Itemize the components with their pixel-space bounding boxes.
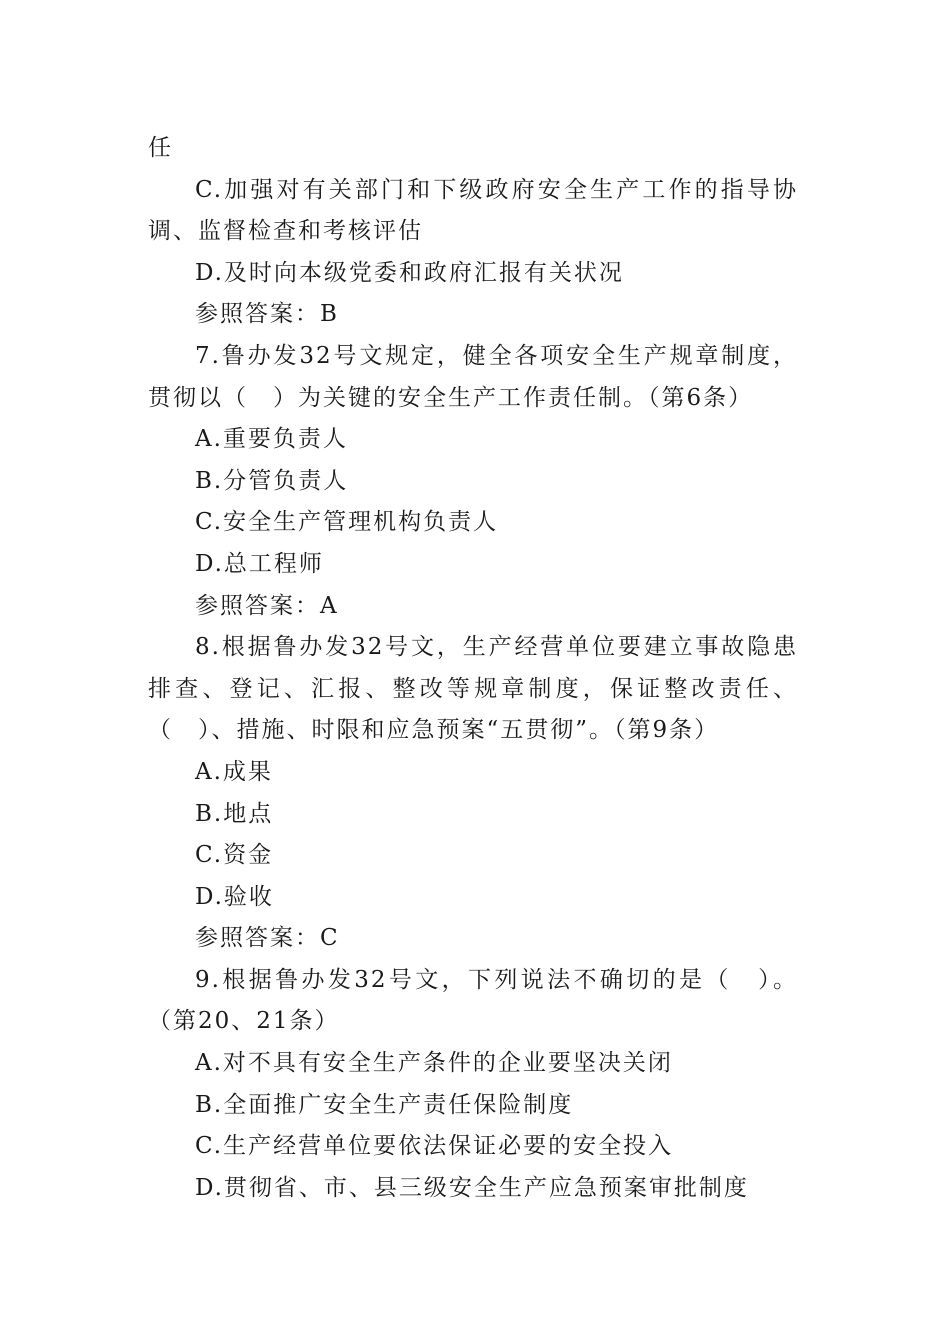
question-9: 9.根据鲁办发32号文，下列说法不确切的是（ ）。（第20、21条）	[148, 966, 798, 1035]
option-c: C.生产经营单位要依法保证必要的安全投入	[195, 1133, 674, 1160]
question-8: 8.根据鲁办发32号文，生产经营单位要建立事故隐患排查、登记、汇报、整改等规章制度，保证整改责任、（ ）、措施、时限和应急预案“五贯彻”。（第9条）	[148, 634, 798, 744]
option-d: D.总工程师	[195, 550, 324, 577]
answer-line: 参照答案：A	[195, 592, 339, 619]
option-d: D.及时向本级党委和政府汇报有关状况	[195, 259, 624, 286]
option-c: C.安全生产管理机构负责人	[195, 509, 499, 536]
document-body	[148, 128, 798, 1209]
option-a: A.对不具有安全生产条件的企业要坚决关闭	[195, 1050, 673, 1077]
option-b: B.地点	[195, 800, 274, 827]
question-7: 7.鲁办发32号文规定，健全各项安全生产规章制度，贯彻以（ ）为关键的安全生产工作责任制。（第6条）	[148, 342, 798, 411]
option-a: A.成果	[195, 758, 273, 785]
option-a: A.重要负责人	[195, 426, 348, 453]
option-c: C.加强对有关部门和下级政府安全生产工作的指导协调、监督检查和考核评估	[148, 176, 798, 245]
answer-line: 参照答案：B	[195, 301, 339, 328]
continued-text: 任	[148, 135, 173, 161]
answer-line: 参照答案：C	[195, 925, 340, 952]
option-c: C.资金	[195, 842, 274, 869]
option-b: B.分管负责人	[195, 467, 349, 494]
option-d: D.贯彻省、市、县三级安全生产应急预案审批制度	[195, 1174, 749, 1201]
option-b: B.全面推广安全生产责任保险制度	[195, 1091, 574, 1118]
option-d: D.验收	[195, 883, 274, 910]
